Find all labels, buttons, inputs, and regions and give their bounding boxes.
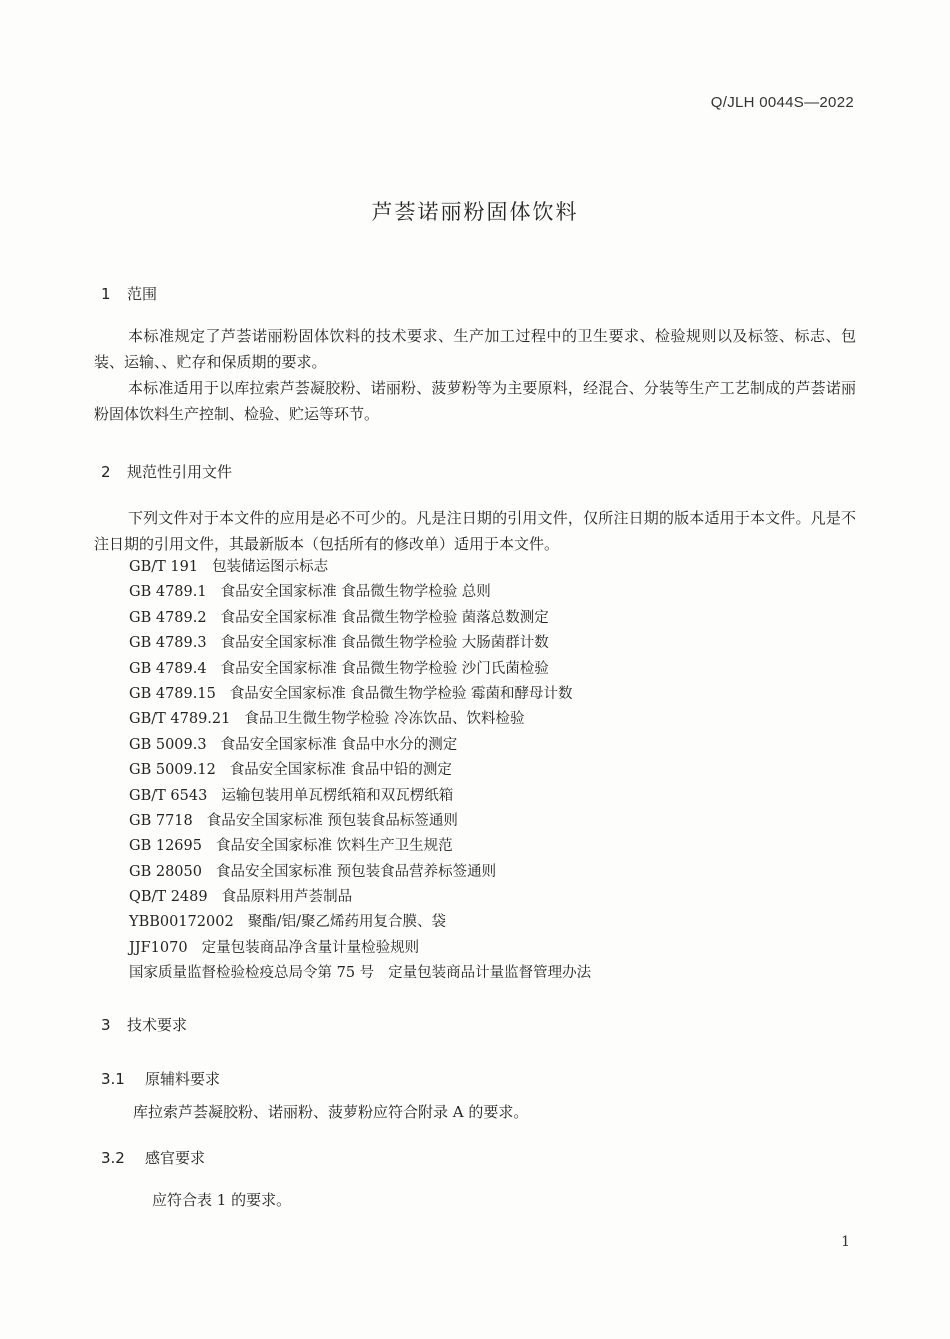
section-3-2-text: 应符合表 1 的要求。	[152, 1191, 292, 1209]
document-title: 芦荟诺丽粉固体饮料	[371, 200, 579, 224]
reference-title: 定量包装商品净含量计量检验规则	[201, 939, 420, 956]
reference-item	[129, 809, 591, 834]
reference-code: GB/T 4789.21	[129, 711, 231, 728]
reference-title: 食品卫生微生物学检验 冷冻饮品、饮料检验	[244, 711, 525, 728]
reference-title: 食品安全国家标准 食品微生物学检验 总则	[220, 584, 491, 601]
reference-title: 食品安全国家标准 食品微生物学检验 霉菌和酵母计数	[229, 685, 573, 702]
section-3-1-heading	[101, 1068, 220, 1089]
section-title: 规范性引用文件	[127, 463, 233, 481]
reference-list	[129, 555, 591, 987]
reference-code: GB 12695	[129, 838, 202, 855]
reference-code: GB 4789.15	[129, 685, 216, 702]
reference-item	[129, 910, 591, 935]
reference-item	[129, 784, 591, 809]
section-number: 2	[101, 463, 111, 481]
reference-title: 食品安全国家标准 食品微生物学检验 大肠菌群计数	[220, 635, 549, 652]
reference-title: 食品安全国家标准 食品微生物学检验 菌落总数测定	[220, 609, 549, 626]
reference-title: 食品安全国家标准 预包装食品标签通则	[206, 812, 458, 829]
reference-title: 食品原料用芦荟制品	[221, 889, 353, 906]
reference-code: GB 4789.4	[129, 660, 207, 677]
section-title: 技术要求	[127, 1016, 188, 1034]
reference-title: 聚酯/铝/聚乙烯药用复合膜、袋	[247, 914, 446, 931]
reference-code: GB/T 6543	[129, 787, 208, 804]
reference-code: GB 28050	[129, 863, 202, 880]
reference-item	[129, 860, 591, 885]
page-number: 1	[841, 1234, 850, 1250]
reference-code: GB 5009.3	[129, 736, 207, 753]
reference-code: GB 4789.3	[129, 635, 207, 652]
reference-code: GB 4789.1	[129, 584, 207, 601]
reference-item	[129, 555, 591, 580]
section-title: 原辅料要求	[145, 1070, 221, 1088]
reference-item	[129, 606, 591, 631]
reference-title: 食品安全国家标准 食品中水分的测定	[220, 736, 458, 753]
reference-title: 食品安全国家标准 食品中铅的测定	[229, 762, 452, 779]
reference-code: YBB00172002	[129, 914, 234, 931]
section-3-heading	[101, 1014, 187, 1035]
reference-title: 包装储运图示标志	[212, 559, 329, 575]
reference-code: GB 7718	[129, 812, 193, 829]
reference-item	[129, 834, 591, 859]
reference-code: GB 4789.2	[129, 609, 207, 626]
reference-item	[129, 707, 591, 732]
section-title: 范围	[127, 285, 158, 303]
section-number: 3.1	[101, 1070, 125, 1088]
reference-title: 食品安全国家标准 饮料生产卫生规范	[215, 838, 453, 855]
reference-title: 食品安全国家标准 预包装食品营养标签通则	[215, 863, 497, 880]
reference-code: JJF1070	[129, 939, 188, 956]
reference-item	[129, 631, 591, 656]
reference-item	[129, 758, 591, 783]
section-2-heading	[101, 461, 232, 482]
reference-item	[129, 657, 591, 682]
section-2-intro: 下列文件对于本文件的应用是必不可少的。凡是注日期的引用文件，仅所注日期的版本适用于本文件。凡是不注日期的引用文件，其最新版本（包括所有的修改单）适用于本文件。	[94, 509, 856, 553]
reference-item	[129, 961, 591, 986]
section-number: 3.2	[101, 1149, 125, 1167]
section-title: 感官要求	[145, 1149, 206, 1167]
reference-item	[129, 733, 591, 758]
reference-code: GB/T 191	[129, 559, 199, 575]
reference-code: QB/T 2489	[129, 889, 208, 906]
section-1-heading	[101, 283, 157, 304]
standard-code: Q/JLH 0044S—2022	[710, 94, 854, 111]
reference-code: GB 5009.12	[129, 762, 216, 779]
reference-item	[129, 682, 591, 707]
reference-title: 定量包装商品计量监督管理办法	[388, 965, 592, 982]
section-number: 1	[101, 285, 111, 303]
reference-title: 食品安全国家标准 食品微生物学检验 沙门氏菌检验	[220, 660, 549, 677]
reference-item	[129, 885, 591, 910]
reference-item	[129, 936, 591, 961]
reference-title: 运输包装用单瓦楞纸箱和双瓦楞纸箱	[221, 787, 454, 804]
reference-item	[129, 580, 591, 605]
reference-code: 国家质量监督检验检疫总局令第 75 号	[129, 965, 375, 982]
section-1-paragraph-2: 本标准适用于以库拉索芦荟凝胶粉、诺丽粉、菠萝粉等为主要原料，经混合、分装等生产工艺制成的芦荟诺丽粉固体饮料生产控制、检验、贮运等环节。	[94, 379, 856, 423]
section-1-paragraph-1: 本标准规定了芦荟诺丽粉固体饮料的技术要求、生产加工过程中的卫生要求、检验规则以及标签、标志、包装、运输、、贮存和保质期的要求。	[94, 327, 856, 371]
section-3-2-heading	[101, 1147, 205, 1168]
section-number: 3	[101, 1016, 111, 1034]
section-3-1-text: 库拉索芦荟凝胶粉、诺丽粉、菠萝粉应符合附录 A 的要求。	[133, 1103, 529, 1121]
